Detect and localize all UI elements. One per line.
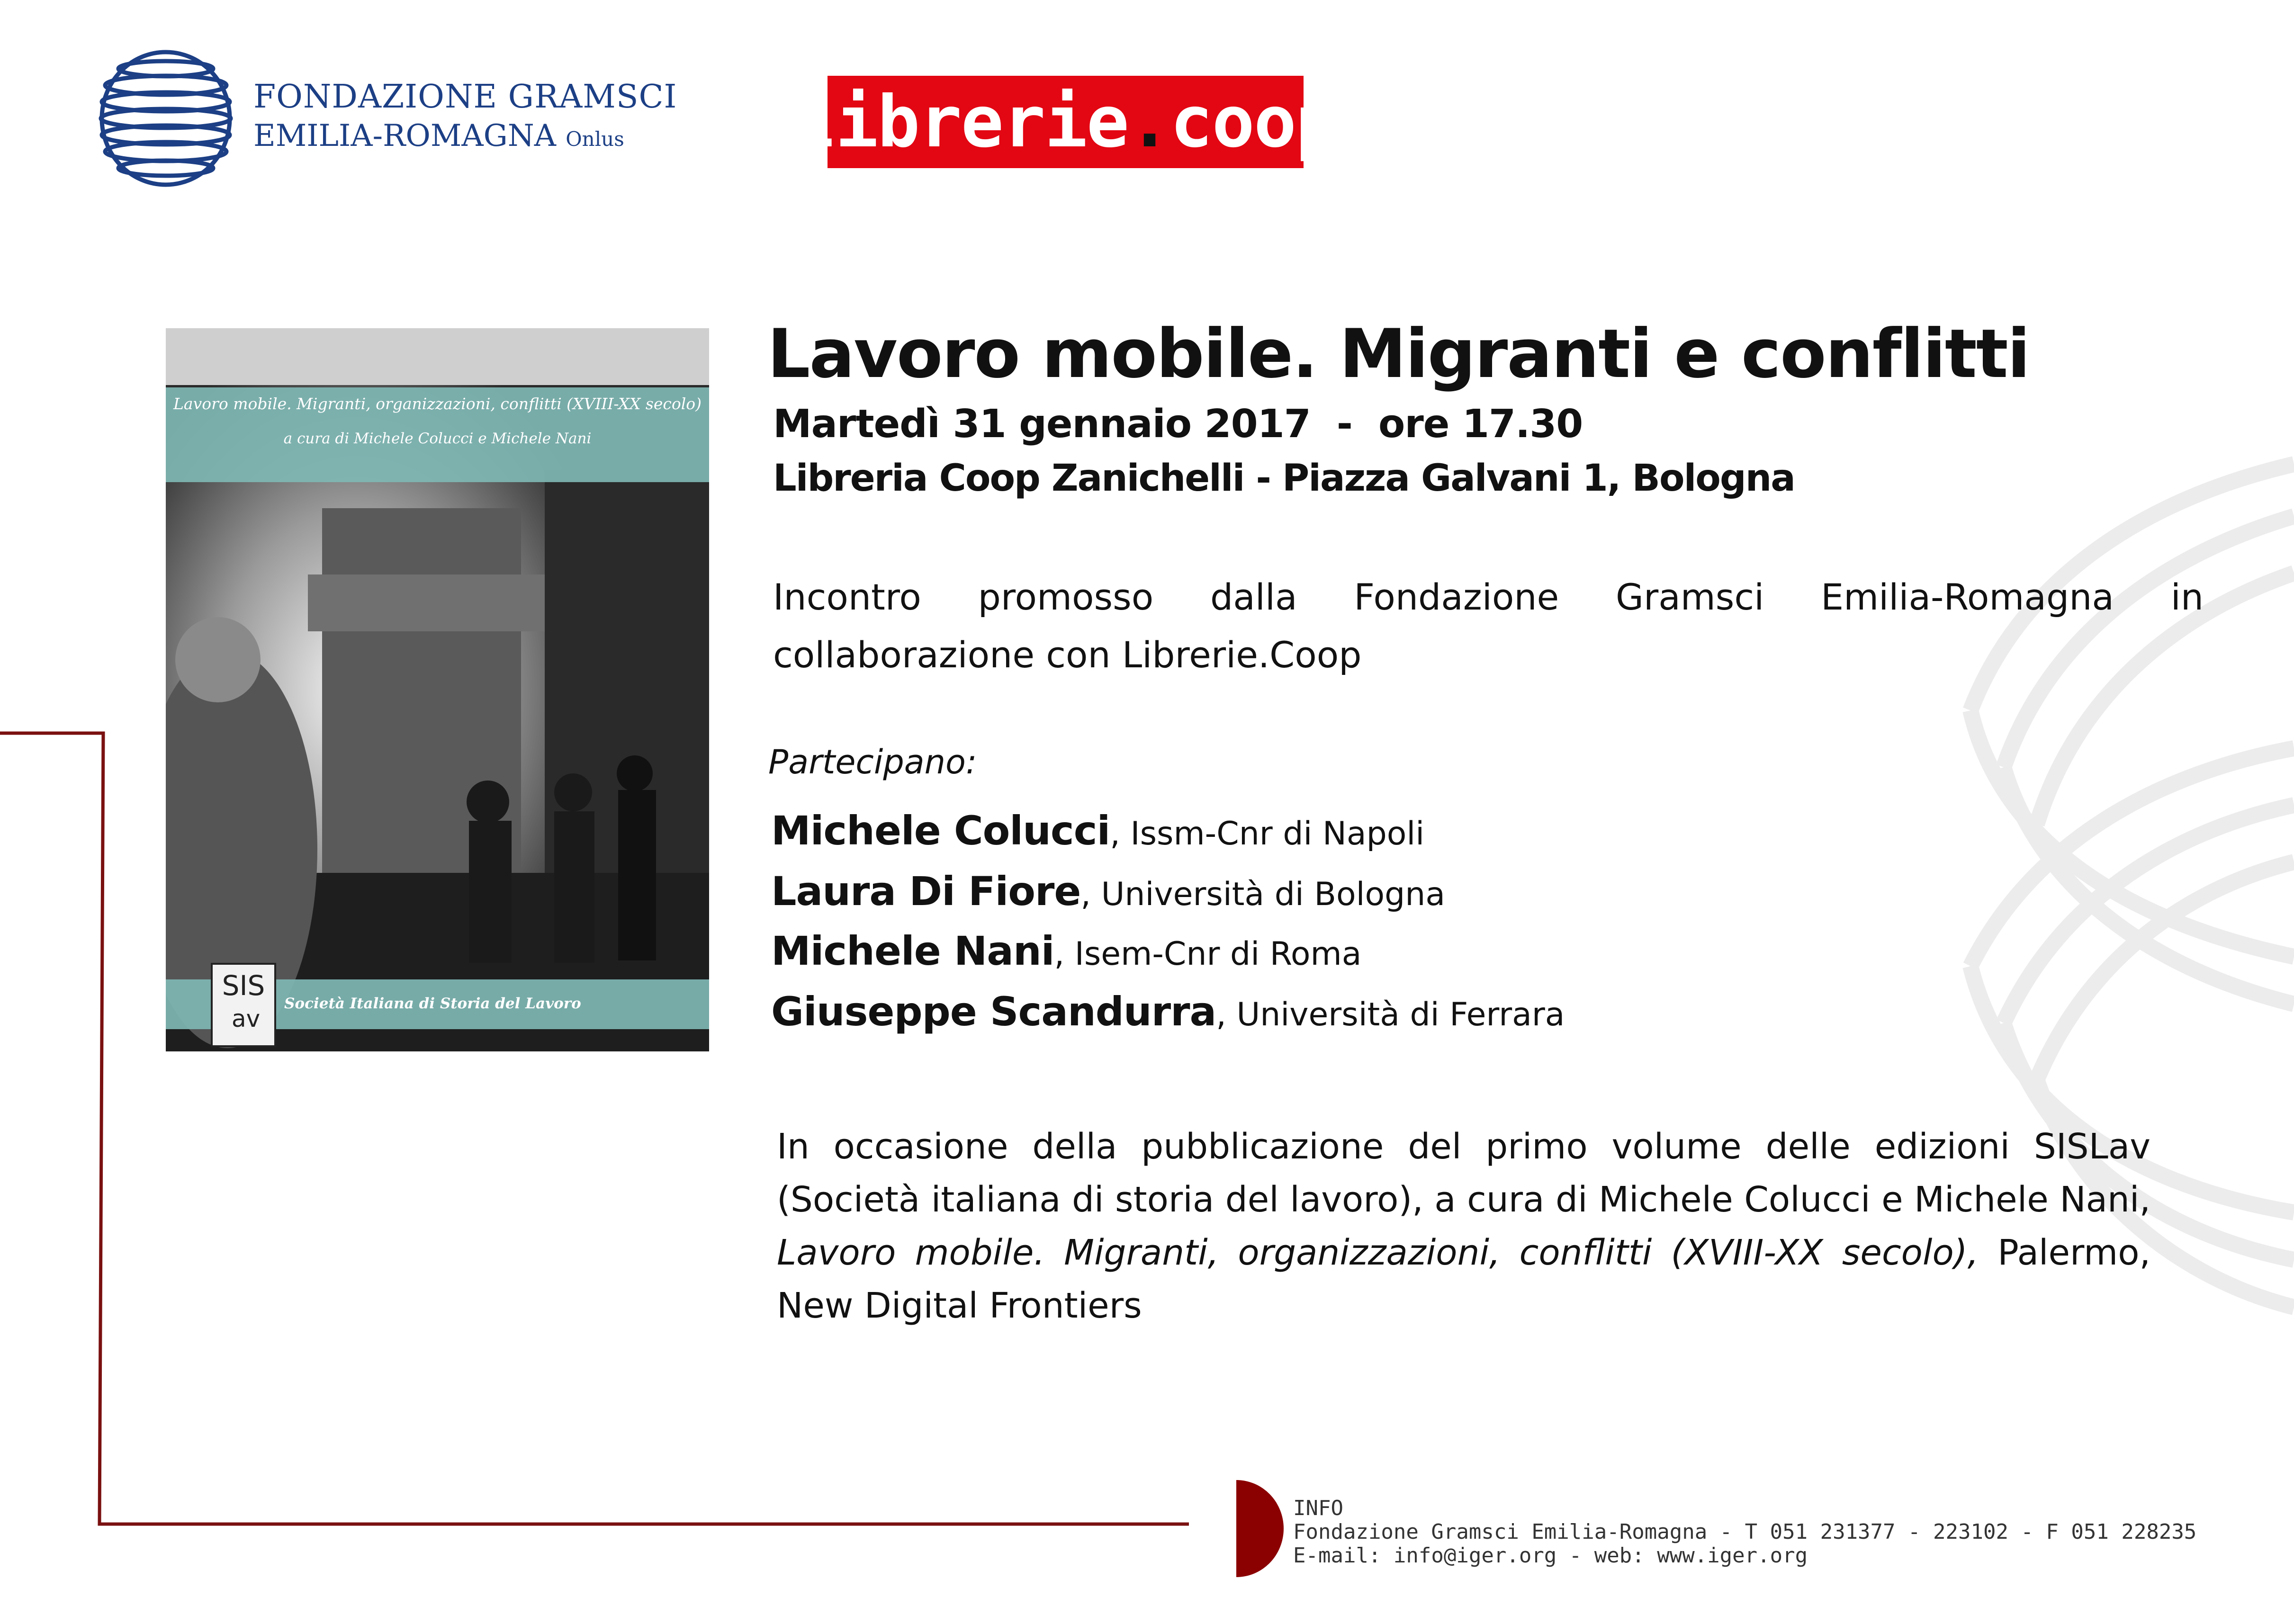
sislav-logo	[211, 963, 276, 1047]
speaker-affiliation: , Università di Ferrara	[1216, 996, 1565, 1033]
speaker-item	[771, 868, 1445, 915]
footer-info	[1293, 1497, 2196, 1568]
event-date: Martedì 31 gennaio 2017 - ore 17.30	[773, 402, 1583, 447]
speaker-affiliation: , Issm-Cnr di Napoli	[1110, 815, 1425, 852]
occasion-text-start: In occasione della pubblicazione del primo volume delle edizioni SISLav (Società italiana di storia del lavoro), a cura di Michele Colucci e Michele Nani,	[777, 1126, 2150, 1220]
info-contacts: Fondazione Gramsci Emilia-Romagna - T 051 231377 - 223102 - F 051 228235	[1293, 1520, 2197, 1544]
promo-paragraph: Incontro promosso dalla Fondazione Gramsci Emilia-Romagna in collaborazione con Librerie.Coop	[773, 576, 2204, 676]
event-place: Libreria Coop Zanichelli - Piazza Galvani 1, Bologna	[773, 457, 1795, 500]
speaker-affiliation: , Isem-Cnr di Roma	[1054, 935, 1362, 973]
coop-logo-suffix: coop	[1170, 81, 1338, 163]
participants-label: Partecipano:	[768, 743, 977, 781]
fondazione-gramsci-logo	[97, 47, 713, 199]
speaker-name: Giuseppe Scandurra	[771, 988, 1216, 1035]
speaker-affiliation: , Università di Bologna	[1080, 876, 1446, 913]
event-title: Lavoro mobile. Migranti e conflitti	[767, 315, 2030, 393]
gramsci-region-text: EMILIA-ROMAGNA	[253, 118, 556, 153]
cover-society: Società Italiana di Storia del Lavoro	[284, 995, 581, 1012]
librerie-coop-logo	[793, 76, 1338, 168]
book-title-italic: Lavoro mobile. Migranti, organizzazioni, conflitti (XVIII-XX secolo),	[777, 1232, 1979, 1273]
gramsci-onlus: Onlus	[566, 127, 624, 151]
speaker-item	[771, 928, 1361, 974]
speaker-name: Michele Nani	[771, 928, 1054, 974]
speaker-name: Michele Colucci	[771, 808, 1110, 854]
occasion-text-end: Palermo, New Digital Frontiers	[777, 1232, 2151, 1326]
book-cover	[166, 328, 709, 1051]
sislav-logo-top: SIS	[222, 969, 265, 1002]
gramsci-region	[253, 118, 624, 153]
info-label: INFO	[1293, 1496, 1343, 1520]
occasion-paragraph	[777, 1120, 2150, 1332]
coop-logo-prefix: librerie	[793, 81, 1128, 163]
speaker-item	[771, 988, 1565, 1035]
cover-title: Lavoro mobile. Migranti, organizzazioni, conflitti (XVIII-XX secolo)	[173, 395, 702, 413]
globe-icon	[97, 47, 234, 189]
coop-logo-text	[794, 81, 1338, 163]
cover-editors: a cura di Michele Colucci e Michele Nani	[283, 430, 592, 447]
sislav-logo-bottom: av	[232, 1005, 261, 1032]
speaker-name: Laura Di Fiore	[771, 868, 1081, 915]
speaker-item	[771, 808, 1424, 854]
info-web: E-mail: info@iger.org - web: www.iger.org	[1293, 1543, 1808, 1568]
info-half-circle-icon	[1236, 1480, 1284, 1577]
gramsci-name: FONDAZIONE GRAMSCI	[253, 78, 677, 116]
coop-logo-dot: .	[1128, 81, 1170, 163]
